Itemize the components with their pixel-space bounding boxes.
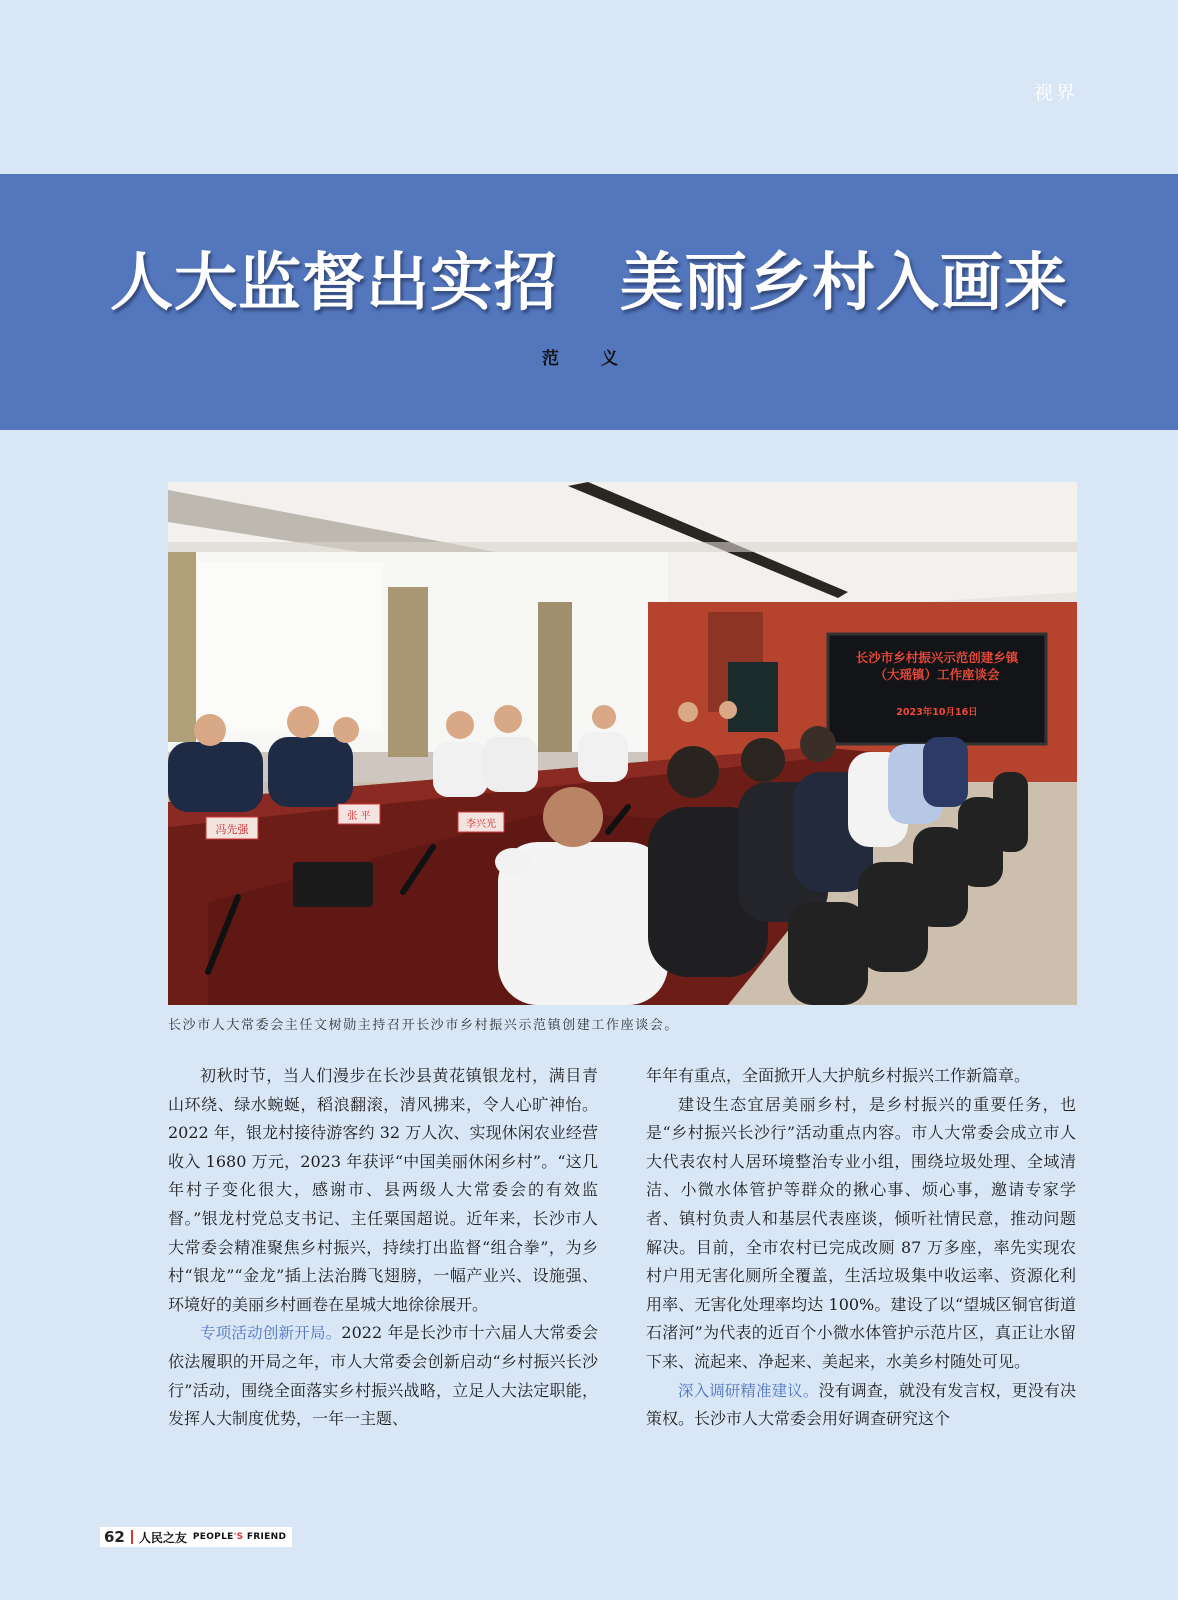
article-title <box>0 232 1178 323</box>
title-part-2: 美丽乡村入画来 <box>620 246 1068 319</box>
magazine-name-en: PEOPLE'S FRIEND <box>192 1532 287 1542</box>
title-part-1: 人大监督出实招 <box>110 246 558 319</box>
page-footer <box>100 1527 292 1547</box>
paragraph-body: 2022 年是长沙市十六届人大常委会依法履职的开局之年，市人大常委会创新启动“乡村振兴长沙行”活动，围绕全面落实乡村振兴战略，立足人大法定职能，发挥人大制度优势，一年一主题、 <box>168 1323 598 1429</box>
paragraph: 建设生态宜居美丽乡村，是乡村振兴的重要任务，也是“乡村振兴长沙行”活动重点内容。市人大常委会成立市人大代表农村人居环境整治专业小组，围绕垃圾处理、全域清洁、小微水体管护等群众的揪心事、烦心事，邀请专家学者、镇村负责人和基层代表座谈，倾听社情民意，推动问题解决。目前，全市农村已完成改厕 87 万多座，率先实现农村户用无害化厕所全覆盖，生活垃圾集中收运率、资源化利用率、无害化处理率均达 100%。建设了以“望城区铜官街道石渚河”为代表的近百个小微水体管护示范片区，真正让水留下来、流起来、净起来、美起来，水美乡村随处可见。 <box>646 1094 1076 1371</box>
meeting-photo <box>168 482 1077 1005</box>
paragraph: 年年有重点，全面掀开人大护航乡村振兴工作新篇章。 <box>646 1066 1031 1085</box>
paragraph-body: 没有调查，就没有发言权，更没有决策权。长沙市人大常委会用好调查研究这个 <box>646 1380 1076 1429</box>
screen-date: 2023年10月16日 <box>896 707 978 718</box>
author-byline: 范 义 <box>542 349 636 369</box>
footer-divider <box>131 1530 133 1544</box>
section-lead: 专项活动创新开局。 <box>200 1324 342 1343</box>
photo-caption: 长沙市人大常委会主任文树勋主持召开长沙市乡村振兴示范镇创建工作座谈会。 <box>168 1018 680 1033</box>
article-column-right <box>646 1062 1076 1434</box>
page-number: 62 <box>104 1528 125 1546</box>
screen-line-2: （大瑶镇）工作座谈会 <box>874 667 1000 682</box>
section-tag: 视界 <box>1033 82 1078 104</box>
nameplate-1: 冯先强 <box>215 823 249 836</box>
magazine-name-cn: 人民之友 <box>138 1530 187 1545</box>
paragraph <box>646 1377 1076 1434</box>
nameplate-3: 李兴光 <box>466 819 496 830</box>
paragraph: 初秋时节，当人们漫步在长沙县黄花镇银龙村，满目青山环绕、绿水蜿蜒，稻浪翻滚，清风拂来，令人心旷神怡。2022 年，银龙村接待游客约 32 万人次、实现休闲农业经营收入 1680 万元，2023 年获评“中国美丽休闲乡村”。“这几年村子变化很大，感谢市、县两级人大常委会的有效监督。”银龙村党总支书记、主任粟国超说。近年来，长沙市人大常委会精准聚焦乡村振兴，持续打出监督“组合拳”，为乡村“银龙”“金龙”插上法治腾飞翅膀，一幅产业兴、设施强、环境好的美丽乡村画卷在星城大地徐徐展开。 <box>168 1066 598 1314</box>
nameplate-2: 张 平 <box>347 811 371 822</box>
section-lead: 深入调研精准建议。 <box>678 1381 819 1400</box>
article-column-left <box>168 1062 598 1434</box>
paragraph <box>168 1319 598 1433</box>
screen-line-1: 长沙市乡村振兴示范创建乡镇 <box>855 650 1019 665</box>
